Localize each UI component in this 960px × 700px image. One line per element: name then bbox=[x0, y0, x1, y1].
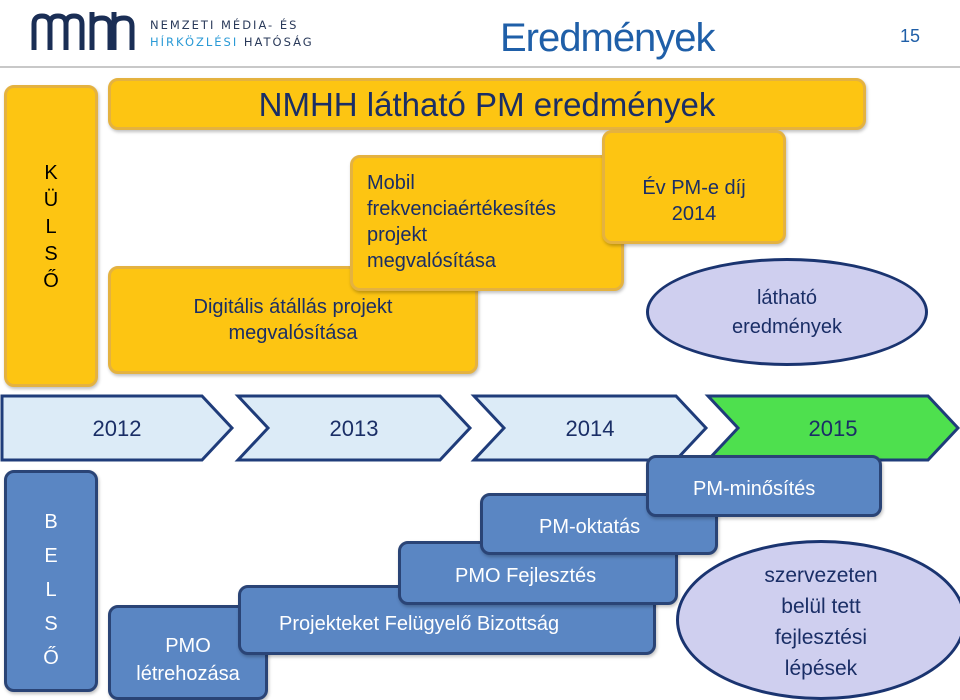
header-divider bbox=[0, 66, 960, 68]
org-name-line2 bbox=[150, 35, 314, 49]
box-mobile-frequency: Mobil frekvenciaértékesítés projekt megvalósítása bbox=[350, 155, 624, 291]
timeline-year-2014: 2014 bbox=[565, 416, 615, 441]
timeline-year-2012: 2012 bbox=[92, 416, 142, 441]
external-vertical-label: K Ü L S Ő bbox=[4, 85, 98, 387]
org-name-line2-part1: HÍRKÖZLÉSI bbox=[150, 35, 239, 49]
internal-vertical-label: B E L S Ő bbox=[4, 470, 98, 692]
banner-visible-pm-results: NMHH látható PM eredmények bbox=[108, 78, 866, 130]
timeline-year-2013: 2013 bbox=[329, 416, 379, 441]
box-pm-certification: PM-minősítés bbox=[646, 455, 882, 517]
ellipse-org-steps: szervezeten belül tett fejlesztési lépések bbox=[676, 540, 960, 700]
box-pm-award: Év PM-e díj 2014 bbox=[602, 130, 786, 244]
slide-title: Eredmények bbox=[500, 16, 715, 60]
box-pm-training: PM-oktatás bbox=[480, 493, 718, 555]
slide-number: 15 bbox=[899, 26, 921, 46]
org-name-line2-part2: HATÓSÁG bbox=[243, 35, 314, 49]
timeline bbox=[0, 394, 960, 464]
box-digital-switch: Digitális átállás projekt megvalósítása bbox=[108, 266, 478, 374]
box-pmo-development: PMO Fejlesztés bbox=[398, 541, 678, 605]
box-pmo-creation: PMO létrehozása bbox=[108, 605, 268, 700]
org-name-line1: NEMZETI MÉDIA- ÉS bbox=[150, 18, 299, 32]
nmhh-logo bbox=[30, 10, 140, 52]
ellipse-visible-results: látható eredmények bbox=[646, 258, 928, 366]
timeline-year-2015: 2015 bbox=[808, 416, 858, 441]
box-project-board: Projekteket Felügyelő Bizottság bbox=[238, 585, 656, 655]
